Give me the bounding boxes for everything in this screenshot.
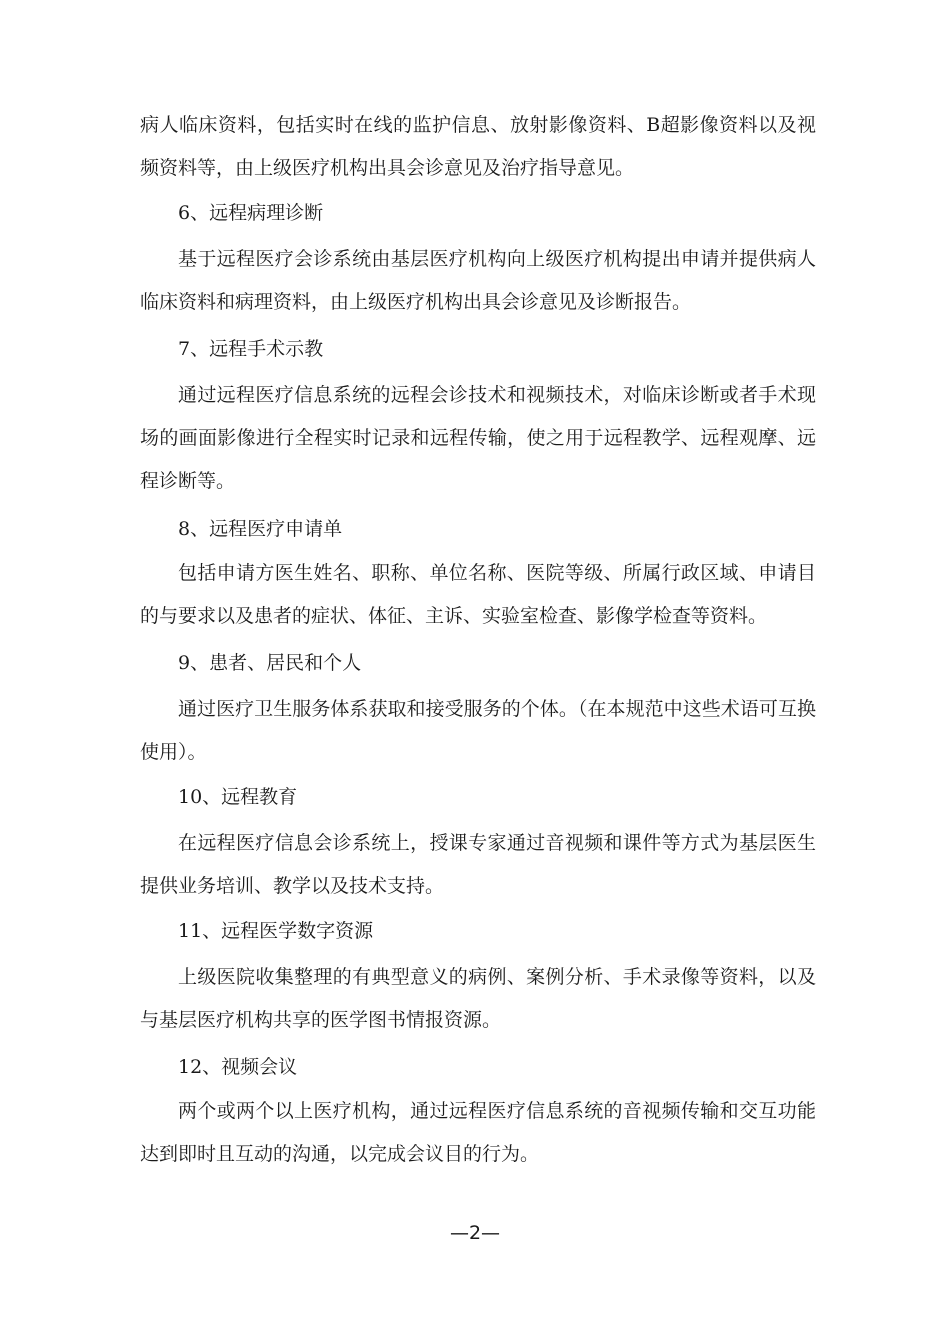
section-12-body: 两个或两个以上医疗机构，通过远程医疗信息系统的音视频传输和交互功能达到即时且互动的沟通，以完成会议目的行为。 <box>140 1100 816 1165</box>
section-10-heading: 10、远程教育 <box>178 786 298 808</box>
section-11-heading: 11、远程医学数字资源 <box>178 920 374 942</box>
section-6-body: 基于远程医疗会诊系统由基层医疗机构向上级医疗机构提出申请并提供病人临床资料和病理资料，由上级医疗机构出具会诊意见及诊断报告。 <box>140 248 816 313</box>
section-6-heading: 6、远程病理诊断 <box>178 202 324 224</box>
page-number: —2— <box>449 1222 501 1244</box>
section-8-body: 包括申请方医生姓名、职称、单位名称、医院等级、所属行政区域、申请目的与要求以及患者的症状、体征、主诉、实验室检查、影像学检查等资料。 <box>140 562 816 627</box>
section-8-heading: 8、远程医疗申请单 <box>178 518 343 540</box>
section-10-body: 在远程医疗信息会诊系统上，授课专家通过音视频和课件等方式为基层医生提供业务培训、教学以及技术支持。 <box>140 832 816 897</box>
section-7-heading: 7、远程手术示教 <box>178 338 324 360</box>
section-12-heading: 12、视频会议 <box>178 1056 298 1078</box>
section-7-body: 通过远程医疗信息系统的远程会诊技术和视频技术，对临床诊断或者手术现场的画面影像进行全程实时记录和远程传输，使之用于远程教学、远程观摩、远程诊断等。 <box>140 384 816 492</box>
section-9-body: 通过医疗卫生服务体系获取和接受服务的个体。（在本规范中这些术语可互换使用）。 <box>140 698 816 763</box>
intro-continuation-paragraph: 病人临床资料，包括实时在线的监护信息、放射影像资料、B超影像资料以及视频资料等，由上级医疗机构出具会诊意见及治疗指导意见。 <box>140 114 816 179</box>
section-9-heading: 9、患者、居民和个人 <box>178 652 362 674</box>
section-11-body: 上级医院收集整理的有典型意义的病例、案例分析、手术录像等资料，以及与基层医疗机构共享的医学图书情报资源。 <box>140 966 816 1031</box>
